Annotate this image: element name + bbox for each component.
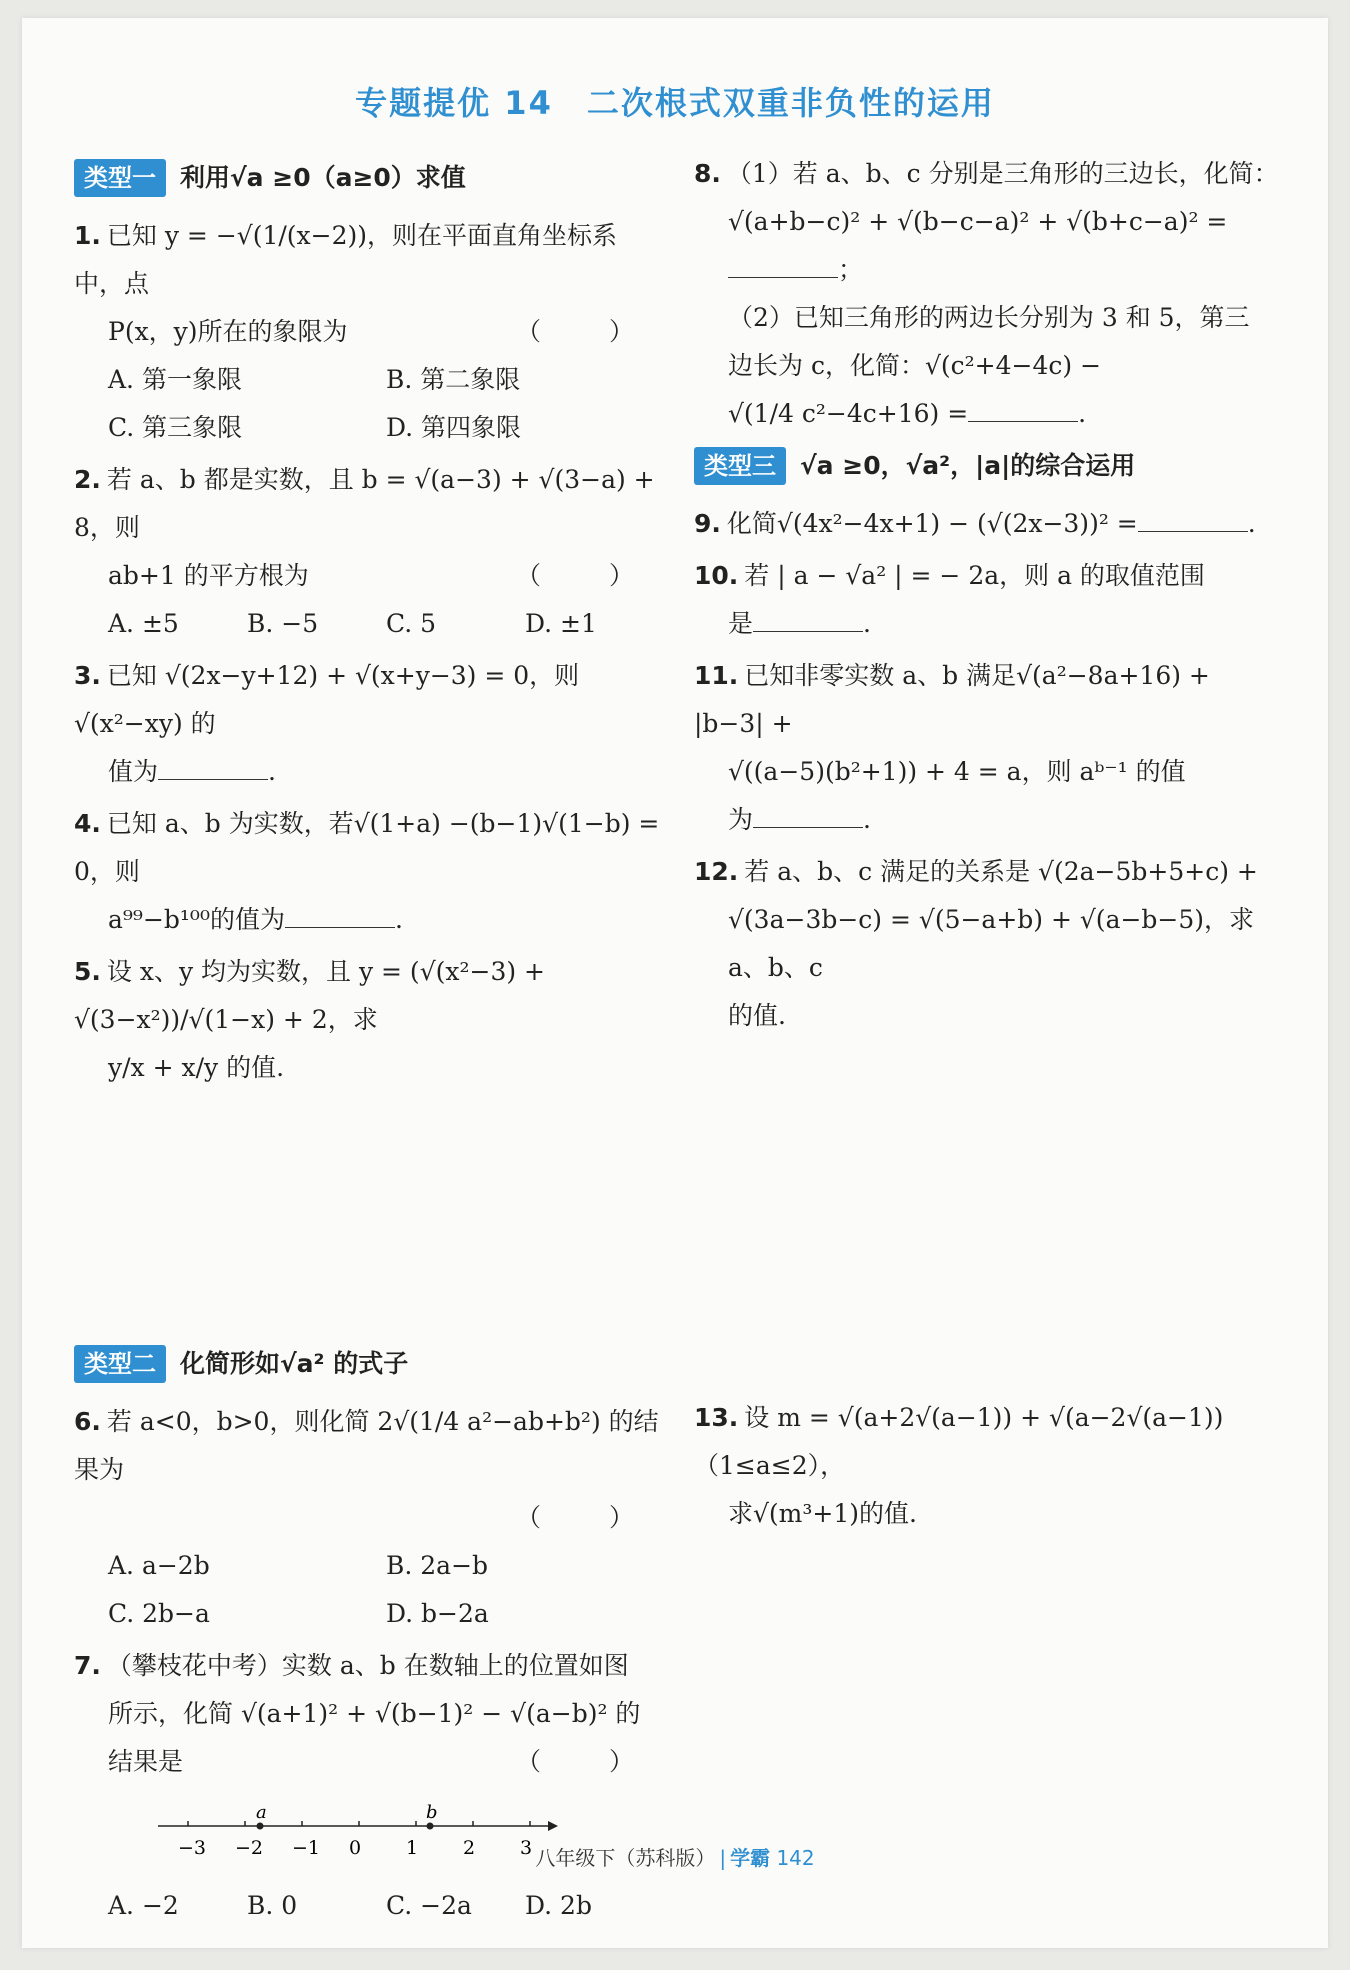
q9-answer-blank[interactable] <box>1138 505 1248 532</box>
question-1 <box>74 212 664 452</box>
question-6 <box>74 1398 664 1638</box>
question-12 <box>694 848 1284 1040</box>
q13-number: 13. <box>694 1403 739 1432</box>
q8-1-answer-blank[interactable] <box>728 251 838 278</box>
q10-number: 10. <box>694 561 739 590</box>
q8-text3: ； <box>838 255 864 284</box>
q1-text2: P(x，y)所在的象限为 <box>108 317 348 346</box>
q1-number: 1. <box>74 221 101 250</box>
question-8 <box>694 150 1284 438</box>
q5-text2: y/x + x/y 的值. <box>108 1053 285 1082</box>
q4-text: 已知 a、b 为实数，若√(1+a) −(b−1)√(1−b) = 0，则 <box>74 809 660 886</box>
number-line-tick-label: 0 <box>349 1837 362 1859</box>
q7-option-b: B. 0 <box>247 1891 298 1920</box>
q5-text: 设 x、y 均为实数，且 y = (√(x²−3) + √(3−x²))/√(1−x) + 2，求 <box>74 957 545 1034</box>
q3-number: 3. <box>74 661 101 690</box>
type3-badge: 类型三 <box>694 447 786 485</box>
footer-grade: 八年级下（苏科版） <box>535 1846 716 1870</box>
q8-text5: 边长为 c，化简：√(c²+4−4c) − <box>728 351 1102 380</box>
q1-option-b: B. 第二象限 <box>386 365 521 394</box>
q5-number: 5. <box>74 957 101 986</box>
type1-heading <box>74 154 664 202</box>
number-line-tick-label: −2 <box>235 1837 264 1859</box>
q10-answer-blank[interactable] <box>753 605 863 632</box>
question-9 <box>694 500 1284 548</box>
number-line-tick-label: 3 <box>520 1837 533 1859</box>
type2-badge: 类型二 <box>74 1345 166 1383</box>
q7-number: 7. <box>74 1651 101 1680</box>
q7-answer-paren: （ ） <box>516 1747 664 1776</box>
page-footer <box>0 1842 1350 1871</box>
q9-text: 化简√(4x²−4x+1) − (√(2x−3))² = <box>726 509 1138 538</box>
number-line-tick-label: 2 <box>463 1837 476 1859</box>
q9-number: 9. <box>694 509 721 538</box>
q4-answer-blank[interactable] <box>285 901 395 928</box>
q7-option-d: D. 2b <box>525 1891 592 1920</box>
q8-number: 8. <box>694 159 721 188</box>
q7-option-c: C. −2a <box>386 1891 472 1920</box>
left-column <box>74 150 664 1934</box>
q2-answer-paren: （ ） <box>516 561 664 590</box>
q3-text2: 值为 <box>108 757 159 786</box>
q10-text2: 是 <box>728 609 754 638</box>
q11-text: 已知非零实数 a、b 满足√(a²−8a+16) + |b−3| + <box>694 661 1210 738</box>
number-line-tick-label: 1 <box>406 1837 419 1859</box>
q11-text4: . <box>863 805 871 834</box>
right-column <box>694 150 1284 1542</box>
question-11 <box>694 652 1284 844</box>
q1-option-d: D. 第四象限 <box>386 413 522 442</box>
q2-text: 若 a、b 都是实数，且 b = √(a−3) + √(3−a) + 8，则 <box>74 465 655 542</box>
q6-option-a: A. a−2b <box>108 1551 210 1580</box>
number-line-tick-label: −1 <box>292 1837 321 1859</box>
q1-option-a: A. 第一象限 <box>108 365 242 394</box>
q11-text3: 为 <box>728 805 754 834</box>
question-13 <box>694 1394 1284 1538</box>
q10-text: 若 | a − √a² | = − 2a，则 a 的取值范围 <box>744 561 1205 590</box>
page-title: 专题提优 14 二次根式双重非负性的运用 <box>355 84 995 122</box>
page-number: 142 <box>776 1846 815 1870</box>
q11-number: 11. <box>694 661 739 690</box>
q6-text: 若 a<0，b>0，则化简 2√(1/4 a²−ab+b²) 的结果为 <box>74 1407 659 1484</box>
q13-text: 设 m = √(a+2√(a−1)) + √(a−2√(a−1))（1≤a≤2）， <box>694 1403 1224 1480</box>
q11-answer-blank[interactable] <box>753 801 863 828</box>
q1-text: 已知 y = −√(1/(x−2))，则在平面直角坐标系中，点 <box>74 221 617 298</box>
question-3: 3. 已知 √(2x−y+12) + √(x+y−3) = 0，则 √(x²−xy) 的 值为 . <box>74 661 580 786</box>
q7-option-a: A. −2 <box>108 1891 179 1920</box>
q2-number: 2. <box>74 465 101 494</box>
q6-number: 6. <box>74 1407 101 1436</box>
q6-option-d: D. b−2a <box>386 1599 489 1628</box>
q6-option-b: B. 2a−b <box>386 1551 489 1580</box>
number-line-tick-label: −3 <box>178 1837 207 1859</box>
q2-option-c: C. 5 <box>386 609 437 638</box>
q2-text2: ab+1 的平方根为 <box>108 561 309 590</box>
question-2 <box>74 456 664 648</box>
number-line-arrow <box>548 1821 558 1831</box>
footer-separator: | <box>719 1846 727 1870</box>
q12-text2: √(3a−3b−c) = √(5−a+b) + √(a−b−5)，求 a、b、c <box>728 905 1255 982</box>
q8-text6: √(1/4 c²−4c+16) = <box>728 399 969 428</box>
type1-badge: 类型一 <box>74 159 166 197</box>
q12-text3: 的值. <box>728 1001 786 1030</box>
q7-text2: 所示，化简 √(a+1)² + √(b−1)² − √(a−b)² 的 <box>108 1699 641 1728</box>
q1-option-c: C. 第三象限 <box>108 413 243 442</box>
question-4: 4. 已知 a、b 为实数，若√(1+a) −(b−1)√(1−b) = 0，则 a⁹⁹−b¹⁰⁰的值为 . <box>74 809 660 934</box>
q3-text: 已知 √(2x−y+12) + √(x+y−3) = 0，则 √(x²−xy) 的 <box>74 661 580 738</box>
question-10 <box>694 552 1284 648</box>
q12-work-area[interactable] <box>694 1044 1284 1394</box>
q12-text: 若 a、b、c 满足的关系是 √(2a−5b+5+c) + <box>744 857 1258 886</box>
point-b-label: b <box>426 1804 438 1823</box>
q2-option-a: A. ±5 <box>108 609 179 638</box>
type2-heading <box>74 1340 664 1388</box>
q8-text: （1）若 a、b、c 分别是三角形的三边长，化简： <box>726 159 1279 188</box>
q11-text2: √((a−5)(b²+1)) + 4 = a，则 aᵇ⁻¹ 的值 <box>728 757 1186 786</box>
point-a-label: a <box>256 1804 267 1823</box>
q4-number: 4. <box>74 809 101 838</box>
q13-text2: 求√(m³+1)的值. <box>728 1499 917 1528</box>
q8-text7: . <box>1078 399 1087 428</box>
q10-text3: . <box>863 609 871 638</box>
q2-option-d: D. ±1 <box>525 609 597 638</box>
question-7 <box>74 1642 664 1930</box>
type1-title: 利用√a ≥0（a≥0）求值 <box>180 163 466 192</box>
q4-text2: a⁹⁹−b¹⁰⁰的值为 <box>108 905 285 934</box>
q7-text3: 结果是 <box>108 1747 184 1776</box>
q2-option-b: B. −5 <box>247 609 319 638</box>
footer-brand: 学霸 <box>730 1846 771 1870</box>
point-a-marker <box>257 1823 264 1830</box>
q8-text4: （2）已知三角形的两边长分别为 3 和 5，第三 <box>728 303 1250 332</box>
q1-answer-paren: （ ） <box>516 317 664 346</box>
q8-2-answer-blank[interactable] <box>968 395 1078 422</box>
type3-heading <box>694 442 1284 490</box>
q7-text: （攀枝花中考）实数 a、b 在数轴上的位置如图 <box>106 1651 629 1680</box>
q8-text2: √(a+b−c)² + √(b−c−a)² + √(b+c−a)² = <box>728 207 1228 236</box>
q9-text2: . <box>1247 509 1256 538</box>
q6-answer-paren: （ ） <box>516 1503 664 1532</box>
q12-number: 12. <box>694 857 739 886</box>
type2-title: 化简形如√a² 的式子 <box>180 1349 409 1378</box>
q6-option-c: C. 2b−a <box>108 1599 210 1628</box>
question-5 <box>74 948 664 1092</box>
point-b-marker <box>427 1823 434 1830</box>
q5-work-area[interactable] <box>74 1096 664 1336</box>
type3-title: √a ≥0，√a²，|a|的综合运用 <box>800 451 1136 480</box>
q3-answer-blank[interactable] <box>158 753 268 780</box>
